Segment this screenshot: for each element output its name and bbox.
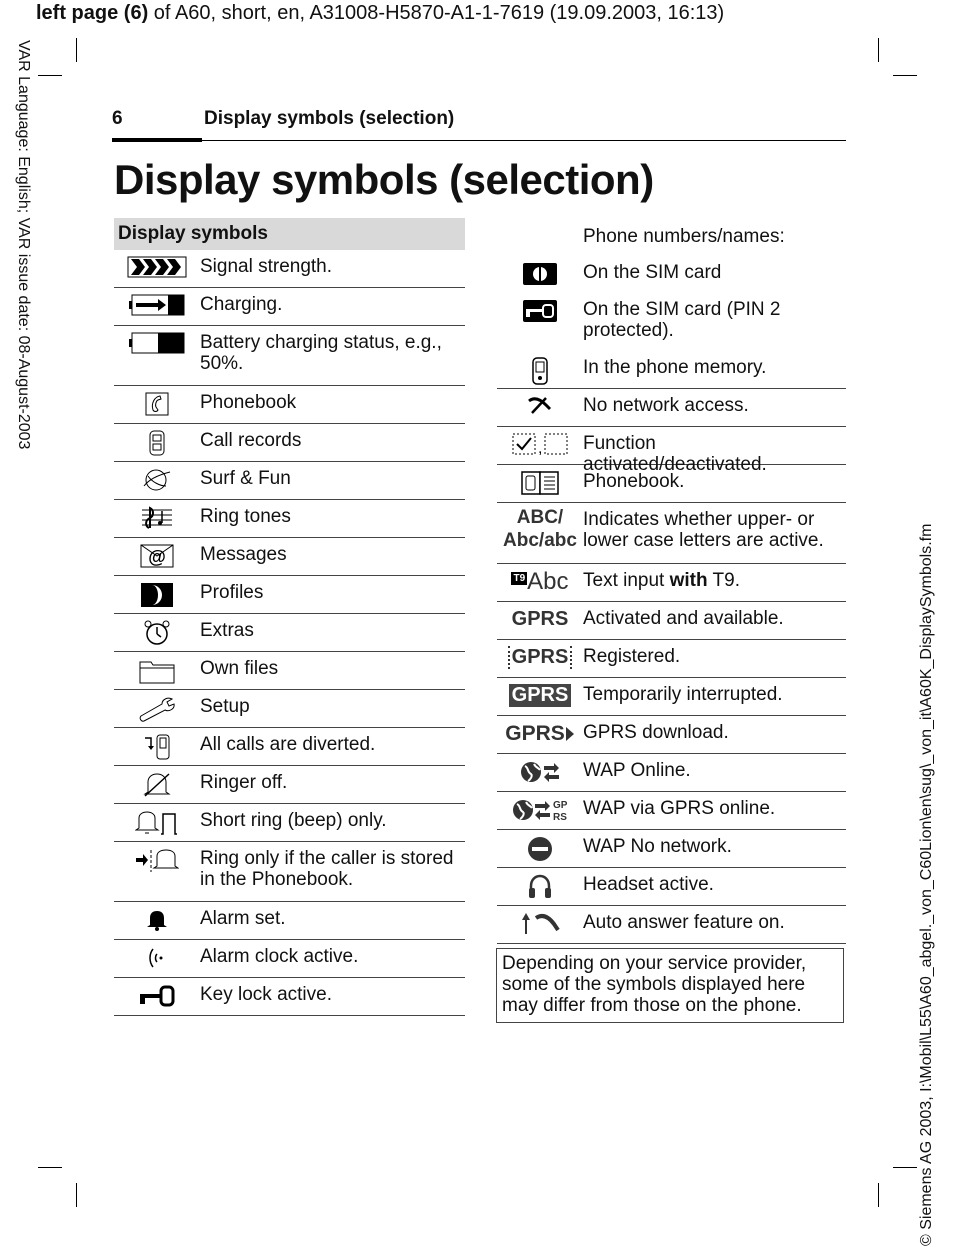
- table-row: [114, 652, 465, 690]
- symbol-description: WAP No network.: [583, 836, 732, 857]
- symbol-description: WAP via GPRS online.: [583, 798, 776, 819]
- activated-deactivated-icon: [512, 433, 568, 457]
- table-row: [497, 868, 846, 906]
- table-row: [114, 250, 465, 288]
- svg-text:GP: GP: [553, 800, 568, 811]
- symbol-description: Profiles: [200, 582, 264, 603]
- table-row: [114, 766, 465, 804]
- sim-pin2-icon: [522, 299, 558, 323]
- table-row: [114, 288, 465, 326]
- print-info-line: [36, 2, 724, 25]
- t9-icon: T9 Abc: [513, 568, 569, 595]
- print-info-rest: of A60, short, en, A31008-H5870-A1-1-7619 (19.09.2003, 16:13): [148, 2, 725, 24]
- symbol-description: GPRS download.: [583, 722, 729, 743]
- wap-gprs-icon: [512, 798, 568, 822]
- table-row: [114, 940, 465, 978]
- table-row: [114, 728, 465, 766]
- symbol-description: On the SIM card (PIN 2 protected).: [583, 299, 781, 341]
- alarm-set-icon: [145, 908, 169, 932]
- symbol-description: Indicates whether upper- or lower case letters are active.: [583, 509, 824, 551]
- table-row: [497, 503, 846, 564]
- symbol-description: Temporarily interrupted.: [583, 684, 783, 705]
- table-row: [114, 576, 465, 614]
- phone-memory-icon: [531, 357, 549, 385]
- symbol-description: No network access.: [583, 395, 749, 416]
- symbol-description: Ringer off.: [200, 772, 288, 793]
- table-row: [497, 830, 846, 868]
- table-row: [114, 538, 465, 576]
- symbol-description: Setup: [200, 696, 250, 717]
- crop-mark: [76, 38, 77, 62]
- crop-mark: [76, 1183, 77, 1207]
- svg-text:,: ,: [538, 440, 543, 457]
- symbol-description: Headset active.: [583, 874, 714, 895]
- ringer-off-icon: [142, 772, 172, 798]
- crop-mark: [878, 38, 879, 62]
- table-row: [114, 804, 465, 842]
- symbol-description: Activated and available.: [583, 608, 784, 629]
- symbol-description: Registered.: [583, 646, 681, 667]
- auto-answer-icon: [520, 912, 560, 936]
- right-symbols-table: [497, 220, 846, 944]
- table-row: [114, 690, 465, 728]
- call-records-icon: [148, 430, 166, 456]
- table-row: [497, 256, 846, 293]
- table-row: [497, 602, 846, 640]
- signal-strength-icon: [127, 256, 187, 278]
- running-title: Display symbols (selection): [204, 108, 455, 129]
- symbol-description: Key lock active.: [200, 984, 332, 1005]
- extras-icon: [143, 620, 171, 646]
- symbol-description: Messages: [200, 544, 287, 565]
- symbol-description: Phonebook: [200, 392, 297, 413]
- ring-phonebook-icon: [135, 848, 179, 874]
- table-row: [114, 902, 465, 940]
- surf-fun-icon: [142, 468, 172, 492]
- svg-text:RS: RS: [553, 812, 567, 822]
- symbol-description: Short ring (beep) only.: [200, 810, 387, 831]
- alarm-active-icon: [147, 946, 167, 970]
- page-number: 6: [112, 108, 123, 129]
- table-row: [497, 754, 846, 792]
- table-row: [114, 842, 465, 902]
- symbol-description: Ring only if the caller is stored in the Phonebook.: [200, 848, 454, 890]
- symbol-description: Battery charging status, e.g., 50%.: [200, 332, 442, 374]
- battery-icon: [128, 332, 186, 354]
- phonebook-entry-icon: [521, 471, 559, 495]
- symbol-description: Ring tones: [200, 506, 291, 527]
- crop-mark: [893, 75, 917, 76]
- gprs-interrupted-icon: GPRS: [509, 684, 572, 707]
- symbol-description: Signal strength.: [200, 256, 333, 277]
- wap-online-icon: [520, 760, 560, 784]
- table-row: [114, 614, 465, 652]
- symbol-description: Surf & Fun: [200, 468, 291, 489]
- symbol-description: In the phone memory.: [583, 357, 767, 378]
- symbol-description: Phone numbers/names:: [583, 226, 785, 247]
- wap-no-network-icon: [527, 836, 553, 862]
- symbol-description: Charging.: [200, 294, 283, 315]
- table-row: [497, 389, 846, 427]
- table-header: Display symbols: [114, 218, 465, 250]
- symbol-description: Alarm set.: [200, 908, 286, 929]
- table-row: [114, 386, 465, 424]
- phonebook-icon: [145, 392, 169, 416]
- table-row: [497, 792, 846, 830]
- right-margin-text: © Siemens AG 2003, I:\Mobil\L55\A60_abgel._von_C60Lion\en\sug\_von_it\A60K_DisplaySymbols.fm: [918, 523, 935, 1246]
- table-row: [497, 427, 846, 475]
- crop-mark: [38, 1167, 62, 1168]
- symbol-description: On the SIM card: [583, 262, 722, 283]
- symbol-description: All calls are diverted.: [200, 734, 376, 755]
- gprs-available-icon: GPRS: [511, 608, 569, 630]
- gprs-registered-icon: GPRS: [508, 646, 573, 669]
- own-files-icon: [139, 658, 175, 684]
- left-symbols-table: [114, 218, 465, 1016]
- crop-mark: [878, 1183, 879, 1207]
- table-row: [114, 424, 465, 462]
- print-info-bold: left page (6): [36, 2, 149, 24]
- symbol-description: Own files: [200, 658, 279, 679]
- short-ring-icon: [135, 810, 179, 836]
- header-rule: [202, 140, 846, 141]
- table-row: [497, 564, 846, 602]
- table-row: [497, 640, 846, 678]
- symbol-description: Call records: [200, 430, 302, 451]
- symbol-description: Function activated/deactivated.: [583, 433, 767, 475]
- setup-icon: [138, 696, 176, 722]
- table-row: [114, 462, 465, 500]
- table-row: [114, 500, 465, 538]
- messages-icon: [140, 544, 174, 568]
- table-row: [497, 678, 846, 716]
- symbol-description: Phonebook.: [583, 471, 685, 492]
- symbol-description: Alarm clock active.: [200, 946, 359, 967]
- table-row: [497, 351, 846, 389]
- symbol-description: Auto answer feature on.: [583, 912, 785, 933]
- profiles-icon: [140, 582, 174, 608]
- no-network-icon: [526, 395, 554, 417]
- symbol-description: Extras: [200, 620, 254, 641]
- calls-diverted-icon: [143, 734, 171, 760]
- headset-icon: [527, 874, 553, 900]
- table-row: [497, 220, 846, 256]
- provider-note: Depending on your service provider, some of the symbols displayed here may differ from those on the phone.: [496, 948, 844, 1023]
- header-rule-thick: [112, 138, 202, 142]
- svg-text:@: @: [148, 547, 166, 567]
- page-heading: Display symbols (selection): [114, 156, 654, 203]
- symbol-description: WAP Online.: [583, 760, 691, 781]
- key-lock-icon: [139, 984, 175, 1008]
- crop-mark: [893, 1167, 917, 1168]
- case-indicator-icon: ABC/ Abc/abc: [503, 507, 577, 551]
- table-row: [114, 326, 465, 386]
- sim-card-icon: [522, 262, 558, 286]
- charging-icon: [128, 294, 186, 316]
- gprs-download-icon: GPRS: [505, 722, 575, 746]
- table-row: [497, 906, 846, 944]
- table-row: [497, 293, 846, 351]
- symbol-description: Text input with T9.: [583, 570, 740, 591]
- crop-mark: [38, 75, 62, 76]
- left-margin-text: VAR Language: English; VAR issue date: 08-August-2003: [15, 40, 32, 450]
- table-row: [497, 716, 846, 754]
- table-row: [497, 465, 846, 503]
- ring-tones-icon: [140, 506, 174, 530]
- table-row: [114, 978, 465, 1016]
